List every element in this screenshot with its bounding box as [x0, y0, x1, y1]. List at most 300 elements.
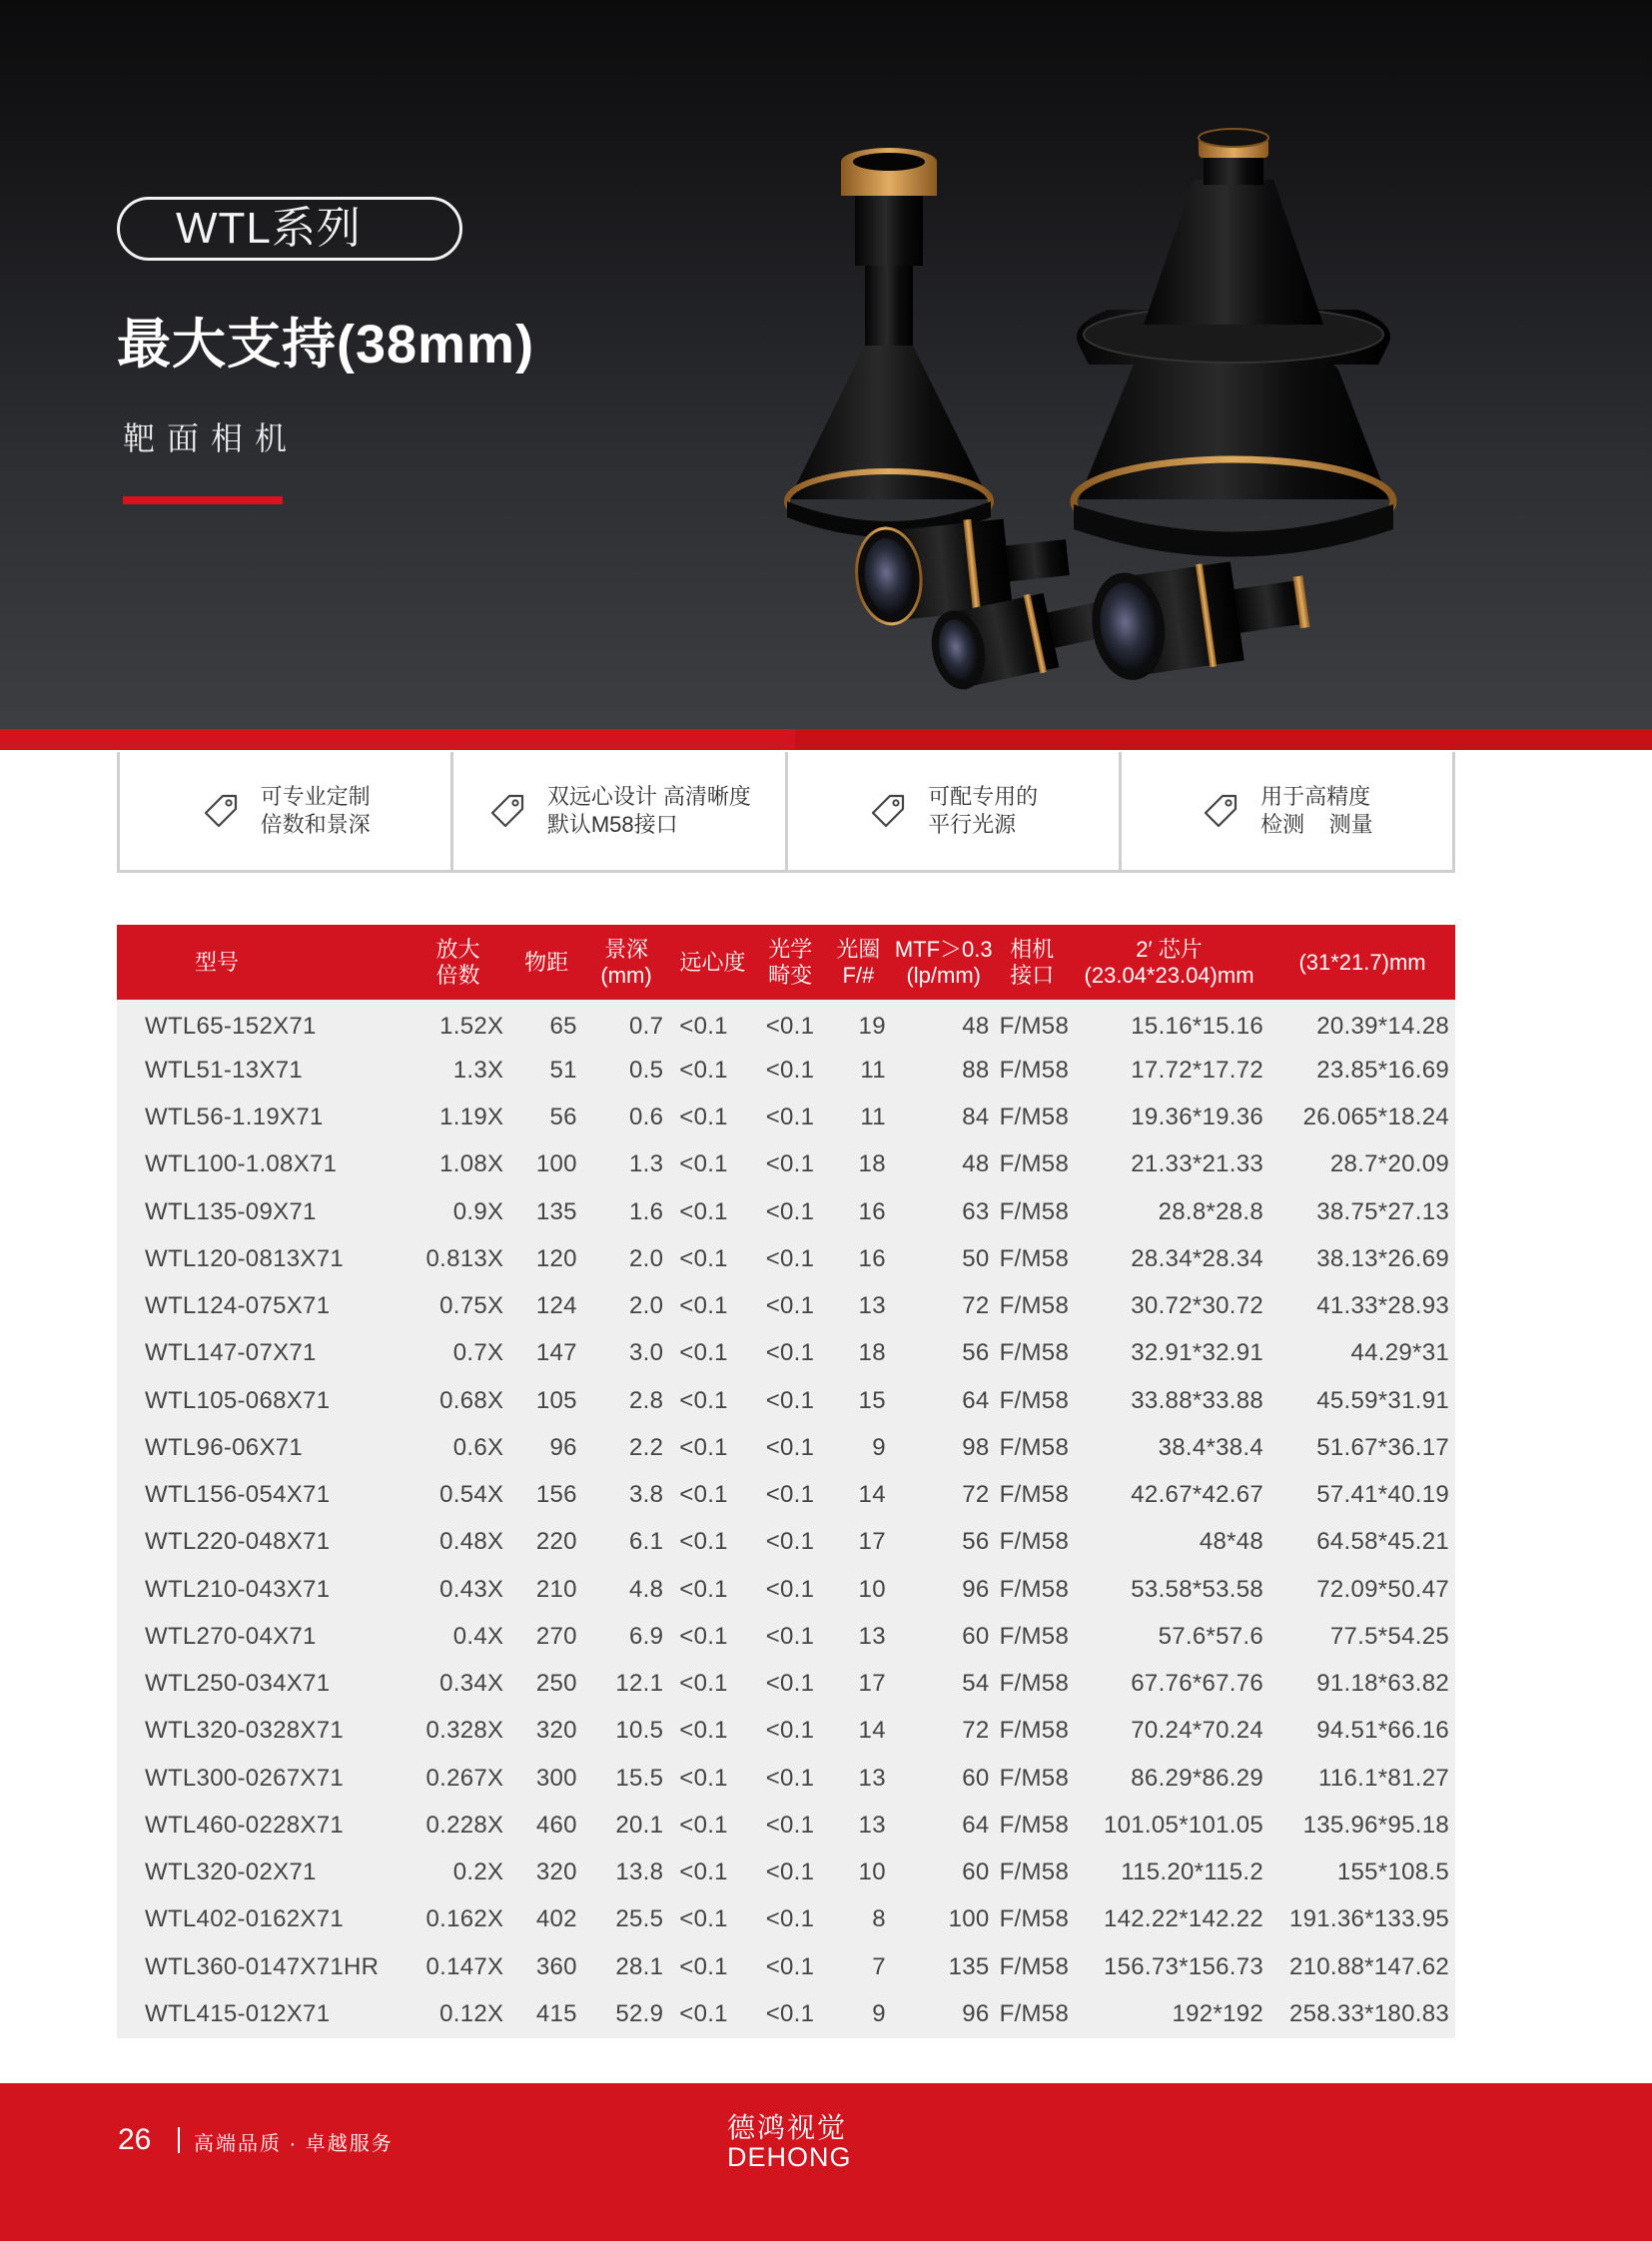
table-cell: 53.58*53.58 [1131, 1575, 1264, 1603]
table-cell: <0.1 [679, 1386, 728, 1414]
table-cell: 72 [962, 1481, 990, 1509]
hero-subtitle: 靶面相机 [123, 420, 300, 456]
table-cell: 0.147X [425, 1952, 504, 1980]
table-cell: <0.1 [679, 1717, 728, 1745]
table-cell: WTL270-04X71 [145, 1622, 317, 1650]
table-cell: WTL100-1.08X71 [145, 1150, 338, 1178]
table-cell: 155*108.5 [1336, 1859, 1449, 1886]
table-cell: 28.34*28.34 [1131, 1244, 1264, 1272]
table-cell: 26.065*18.24 [1302, 1104, 1449, 1131]
table-cell: 250 [535, 1670, 577, 1698]
column-header-line: 景深 [604, 936, 649, 962]
table-cell: 147 [535, 1339, 577, 1367]
table-cell: F/M58 [999, 1622, 1070, 1650]
table-row [117, 1566, 1455, 1613]
feature-item [453, 752, 787, 870]
table-cell: 9 [872, 1999, 886, 2027]
table-cell: 72 [962, 1717, 990, 1745]
table-cell: 1.3 [628, 1150, 664, 1178]
table-cell: 10 [858, 1859, 886, 1886]
brand-logo [727, 2113, 852, 2171]
column-header-line: 物距 [524, 949, 569, 975]
table-cell: <0.1 [765, 1717, 815, 1745]
table-row [117, 1377, 1455, 1424]
table-cell: 1.19X [439, 1104, 504, 1131]
table-cell: 460 [535, 1811, 577, 1839]
column-header [996, 925, 1069, 1000]
table-cell: <0.1 [679, 1433, 728, 1461]
table-cell: 0.48X [439, 1528, 504, 1556]
table-cell: <0.1 [765, 1575, 815, 1603]
feature-line: 可配专用的 [928, 784, 1039, 809]
column-header-line: (mm) [600, 962, 652, 988]
table-cell: <0.1 [765, 1481, 815, 1509]
table-cell: <0.1 [679, 1575, 728, 1603]
table-cell: <0.1 [765, 1952, 815, 1980]
table-cell: <0.1 [765, 1104, 815, 1131]
column-header-line: (23.04*23.04)mm [1084, 962, 1254, 988]
table-cell: 86.29*86.29 [1131, 1764, 1264, 1792]
table-cell: 38.4*38.4 [1158, 1433, 1264, 1461]
table-cell: WTL220-048X71 [145, 1528, 331, 1556]
table-cell: 9 [872, 1433, 886, 1461]
table-cell: 96 [962, 1999, 990, 2027]
feature-line: 默认M58接口 [546, 812, 678, 837]
table-cell: 48 [962, 1012, 990, 1040]
table-row [117, 1943, 1455, 1990]
tag-icon [487, 791, 527, 831]
column-header-line: MTF＞0.3 [894, 936, 993, 962]
table-cell: 13 [858, 1622, 886, 1650]
table-cell: WTL320-0328X71 [145, 1717, 344, 1745]
table-cell: WTL156-054X71 [145, 1481, 331, 1509]
large-lens [1074, 129, 1393, 557]
table-cell: 12.1 [615, 1670, 664, 1698]
table-cell: <0.1 [679, 1481, 728, 1509]
table-cell: 25.5 [615, 1905, 664, 1933]
column-header [756, 925, 825, 1000]
table-cell: F/M58 [999, 1999, 1070, 2027]
table-row [117, 1283, 1455, 1330]
table-cell: <0.1 [679, 1056, 728, 1084]
tag-icon [201, 791, 241, 831]
table-cell: F/M58 [999, 1104, 1070, 1131]
table-cell: WTL402-0162X71 [145, 1905, 344, 1933]
table-cell: 6.1 [628, 1528, 664, 1556]
feature-item [788, 752, 1122, 870]
table-row [117, 1802, 1455, 1849]
table-cell: F/M58 [999, 1012, 1070, 1040]
table-cell: WTL460-0228X71 [145, 1811, 344, 1839]
table-cell: 1.08X [439, 1150, 504, 1178]
table-cell: 8 [872, 1905, 886, 1933]
table-cell: F/M58 [999, 1244, 1070, 1272]
table-cell: F/M58 [999, 1292, 1070, 1320]
table-cell: 0.813X [425, 1244, 504, 1272]
table-cell: <0.1 [765, 1999, 815, 2027]
table-cell: 0.328X [425, 1717, 504, 1745]
table-row [117, 1047, 1455, 1094]
table-cell: F/M58 [999, 1150, 1070, 1178]
table-cell: 16 [858, 1244, 886, 1272]
table-cell: 60 [962, 1764, 990, 1792]
table-cell: 13.8 [615, 1859, 664, 1886]
table-cell: 2.0 [628, 1292, 664, 1320]
table-cell: <0.1 [765, 1433, 815, 1461]
feature-strip [117, 752, 1455, 873]
feature-item [1122, 752, 1455, 870]
table-cell: 64 [962, 1386, 990, 1414]
table-cell: 56 [962, 1528, 990, 1556]
table-cell: 56 [549, 1104, 577, 1131]
table-cell: F/M58 [999, 1905, 1070, 1933]
table-cell: 0.12X [439, 1999, 504, 2027]
table-cell: 320 [535, 1859, 577, 1886]
table-cell: 4.8 [628, 1575, 664, 1603]
table-cell: 65 [549, 1012, 577, 1040]
table-cell: 156 [535, 1481, 577, 1509]
table-cell: 19 [858, 1012, 886, 1040]
table-cell: 56 [962, 1339, 990, 1367]
table-cell: 115.20*115.2 [1121, 1859, 1264, 1886]
table-cell: 64 [962, 1811, 990, 1839]
table-cell: 60 [962, 1859, 990, 1886]
table-cell: WTL300-0267X71 [145, 1764, 344, 1792]
footer-slogan: 高端品质 · 卓越服务 [194, 2133, 394, 2155]
table-cell: F/M58 [999, 1717, 1070, 1745]
column-header-line: (lp/mm) [906, 962, 981, 988]
table-row [117, 1141, 1455, 1188]
table-cell: 20.39*14.28 [1316, 1012, 1449, 1040]
table-cell: 300 [535, 1764, 577, 1792]
table-cell: <0.1 [765, 1528, 815, 1556]
table-cell: WTL65-152X71 [145, 1012, 317, 1040]
table-cell: 72.09*50.47 [1316, 1575, 1449, 1603]
table-cell: 258.33*180.83 [1288, 1999, 1449, 2027]
red-divider [0, 729, 795, 750]
table-cell: 41.33*28.93 [1316, 1292, 1449, 1320]
table-cell: 33.88*33.88 [1131, 1386, 1264, 1414]
table-cell: 0.68X [439, 1386, 504, 1414]
brand-name-cn: 德鸿视觉 [727, 2112, 848, 2143]
column-header [1069, 925, 1269, 1000]
table-cell: <0.1 [765, 1859, 815, 1886]
table-cell: 63 [962, 1197, 990, 1225]
table-cell: 18 [858, 1150, 886, 1178]
table-cell: 17 [858, 1528, 886, 1556]
column-header-line: 倍数 [435, 962, 480, 988]
table-cell: 51 [549, 1056, 577, 1084]
table-cell: 16 [858, 1197, 886, 1225]
column-header-line: 远心度 [679, 949, 746, 975]
table-cell: 48 [962, 1150, 990, 1178]
hero-banner [0, 0, 1652, 729]
table-cell: 6.9 [628, 1622, 664, 1650]
column-header [892, 925, 996, 1000]
table-cell: 70.24*70.24 [1131, 1717, 1264, 1745]
table-cell: 13 [858, 1292, 886, 1320]
table-cell: <0.1 [765, 1339, 815, 1367]
table-cell: 7 [872, 1952, 886, 1980]
column-header-line: F/# [842, 962, 875, 988]
feature-item [120, 752, 453, 870]
table-cell: 0.6X [452, 1433, 504, 1461]
table-cell: <0.1 [765, 1292, 815, 1320]
table-cell: 96 [962, 1575, 990, 1603]
table-cell: WTL120-0813X71 [145, 1244, 344, 1272]
table-row [117, 1424, 1455, 1471]
column-header-line: (31*21.7)mm [1298, 949, 1426, 975]
table-cell: 116.1*81.27 [1318, 1764, 1449, 1792]
table-cell: 64.58*45.21 [1316, 1528, 1449, 1556]
feature-line: 用于高精度 [1260, 784, 1371, 809]
column-header [825, 925, 892, 1000]
table-cell: F/M58 [999, 1056, 1070, 1084]
table-cell: 3.8 [628, 1481, 664, 1509]
table-cell: <0.1 [679, 1764, 728, 1792]
table-cell: 0.75X [439, 1292, 504, 1320]
table-cell: 18 [858, 1339, 886, 1367]
table-cell: 14 [858, 1717, 886, 1745]
table-cell: F/M58 [999, 1859, 1070, 1886]
feature-line: 双远心设计 高清晰度 [546, 784, 751, 809]
table-cell: 60 [962, 1622, 990, 1650]
table-cell: F/M58 [999, 1339, 1070, 1367]
table-cell: 124 [535, 1292, 577, 1320]
table-cell: 135 [535, 1197, 577, 1225]
table-cell: 54 [962, 1670, 990, 1698]
table-cell: F/M58 [999, 1433, 1070, 1461]
table-cell: <0.1 [679, 1292, 728, 1320]
page-number: 26 [118, 2123, 152, 2156]
table-cell: <0.1 [679, 1528, 728, 1556]
table-cell: 67.76*67.76 [1131, 1670, 1264, 1698]
table-row [117, 1330, 1455, 1377]
table-cell: <0.1 [765, 1905, 815, 1933]
table-cell: <0.1 [679, 1905, 728, 1933]
table-cell: 135.96*95.18 [1302, 1811, 1449, 1839]
footer-divider [178, 2127, 180, 2153]
table-row [117, 1472, 1455, 1519]
feature-line: 平行光源 [928, 812, 1017, 837]
column-header [407, 925, 510, 1000]
table-cell: WTL210-043X71 [145, 1575, 331, 1603]
table-cell: 77.5*54.25 [1329, 1622, 1449, 1650]
table-cell: 142.22*142.22 [1103, 1905, 1264, 1933]
table-row [117, 1095, 1455, 1141]
table-cell: F/M58 [999, 1952, 1070, 1980]
table-cell: 0.9X [452, 1197, 504, 1225]
table-cell: 11 [860, 1056, 886, 1084]
table-cell: 28.7*20.09 [1329, 1150, 1449, 1178]
tag-icon [1201, 791, 1240, 831]
table-cell: 20.1 [615, 1811, 664, 1839]
table-cell: <0.1 [679, 1197, 728, 1225]
red-divider-right [795, 729, 1652, 750]
table-cell: 52.9 [615, 1999, 664, 2027]
table-cell: 57.6*57.6 [1158, 1622, 1264, 1650]
column-header-line: 光圈 [836, 936, 881, 962]
table-cell: F/M58 [999, 1811, 1070, 1839]
table-cell: 0.7 [628, 1012, 664, 1040]
table-cell: 1.52X [439, 1012, 504, 1040]
column-header [583, 925, 669, 1000]
table-row [117, 1519, 1455, 1566]
column-header [117, 925, 407, 1000]
column-header [1269, 925, 1455, 1000]
table-cell: 320 [535, 1717, 577, 1745]
table-row [117, 1613, 1455, 1660]
table-cell: 2.8 [628, 1386, 664, 1414]
table-cell: 2.2 [628, 1433, 664, 1461]
table-row [117, 1661, 1455, 1708]
table-cell: 0.2X [452, 1859, 504, 1886]
table-cell: 13 [858, 1764, 886, 1792]
table-cell: <0.1 [679, 1859, 728, 1886]
table-cell: WTL105-068X71 [145, 1386, 331, 1414]
table-cell: F/M58 [999, 1481, 1070, 1509]
column-header-line: 相机 [1010, 936, 1055, 962]
column-header-line: 光学 [768, 936, 813, 962]
table-cell: 120 [535, 1244, 577, 1272]
table-row [117, 1990, 1455, 2037]
tall-lens [787, 148, 991, 537]
table-row [117, 1000, 1455, 1047]
table-cell: <0.1 [679, 1339, 728, 1367]
table-cell: F/M58 [999, 1386, 1070, 1414]
column-header-line: 2′ 芯片 [1136, 936, 1203, 962]
table-cell: 38.13*26.69 [1316, 1244, 1449, 1272]
table-cell: 23.85*16.69 [1316, 1056, 1449, 1084]
table-cell: 0.4X [452, 1622, 504, 1650]
series-label: WTL系列 [117, 197, 462, 261]
table-cell: 135 [948, 1952, 990, 1980]
table-cell: 0.5 [628, 1056, 664, 1084]
table-cell: 51.67*36.17 [1316, 1433, 1449, 1461]
footer-bar [0, 2083, 1652, 2241]
table-cell: 270 [535, 1622, 577, 1650]
table-cell: 0.54X [439, 1481, 504, 1509]
table-cell: 210.88*147.62 [1288, 1952, 1449, 1980]
table-cell: <0.1 [679, 1012, 728, 1040]
table-cell: 44.29*31 [1350, 1339, 1449, 1367]
table-cell: F/M58 [999, 1670, 1070, 1698]
table-cell: 360 [535, 1952, 577, 1980]
table-row [117, 1708, 1455, 1755]
table-row [117, 1188, 1455, 1235]
tag-icon [868, 791, 908, 831]
table-cell: 10 [858, 1575, 886, 1603]
brand-name-en: DEHONG [727, 2142, 852, 2172]
table-cell: 57.41*40.19 [1316, 1481, 1449, 1509]
table-cell: 15 [858, 1386, 886, 1414]
table-cell: 17.72*17.72 [1131, 1056, 1264, 1084]
hero-headline: 最大支持(38mm) [117, 315, 535, 374]
table-cell: 100 [948, 1905, 990, 1933]
table-row [117, 1755, 1455, 1802]
table-cell: <0.1 [765, 1811, 815, 1839]
table-cell: WTL56-1.19X71 [145, 1104, 324, 1131]
table-cell: F/M58 [999, 1575, 1070, 1603]
spec-table [117, 925, 1455, 2038]
table-cell: 2.0 [628, 1244, 664, 1272]
feature-line: 检测 测量 [1260, 812, 1373, 837]
table-cell: 1.3X [452, 1056, 504, 1084]
column-header-line: 畸变 [768, 962, 813, 988]
table-cell: 45.59*31.91 [1316, 1386, 1449, 1414]
table-cell: 105 [535, 1386, 577, 1414]
table-header-row [117, 925, 1455, 1000]
table-cell: 21.33*21.33 [1131, 1150, 1264, 1178]
table-cell: <0.1 [765, 1244, 815, 1272]
table-cell: <0.1 [679, 1244, 728, 1272]
table-cell: 100 [535, 1150, 577, 1178]
table-cell: <0.1 [679, 1952, 728, 1980]
table-cell: 402 [535, 1905, 577, 1933]
accent-bar [123, 496, 283, 504]
table-cell: 15.16*15.16 [1131, 1012, 1264, 1040]
table-cell: 0.7X [452, 1339, 504, 1367]
table-cell: WTL320-02X71 [145, 1859, 317, 1886]
table-cell: WTL135-09X71 [145, 1197, 317, 1225]
table-cell: <0.1 [679, 1104, 728, 1131]
table-cell: WTL360-0147X71HR [145, 1952, 380, 1980]
table-cell: 0.228X [425, 1811, 504, 1839]
table-cell: 13 [858, 1811, 886, 1839]
table-cell: <0.1 [765, 1197, 815, 1225]
table-cell: <0.1 [765, 1764, 815, 1792]
table-cell: WTL124-075X71 [145, 1292, 331, 1320]
table-cell: 0.162X [425, 1905, 504, 1933]
table-cell: 19.36*19.36 [1131, 1104, 1264, 1131]
table-cell: 84 [962, 1104, 990, 1131]
table-cell: <0.1 [679, 1999, 728, 2027]
table-cell: 28.1 [615, 1952, 664, 1980]
small-lens-3 [1086, 548, 1314, 685]
table-row [117, 1850, 1455, 1896]
table-cell: 101.05*101.05 [1103, 1811, 1264, 1839]
table-cell: WTL96-06X71 [145, 1433, 304, 1461]
table-cell: 28.8*28.8 [1158, 1197, 1264, 1225]
table-cell: WTL250-034X71 [145, 1670, 331, 1698]
column-header-line: 型号 [195, 949, 240, 975]
table-cell: 50 [962, 1244, 990, 1272]
column-header [669, 925, 755, 1000]
table-cell: 415 [535, 1999, 577, 2027]
table-cell: <0.1 [679, 1670, 728, 1698]
table-cell: WTL51-13X71 [145, 1056, 304, 1084]
table-cell: 192*192 [1172, 1999, 1264, 2027]
table-cell: 1.6 [628, 1197, 664, 1225]
table-cell: 15.5 [615, 1764, 664, 1792]
table-cell: <0.1 [765, 1056, 815, 1084]
table-body [117, 1000, 1455, 2038]
table-cell: 94.51*66.16 [1316, 1717, 1449, 1745]
table-cell: 156.73*156.73 [1103, 1952, 1264, 1980]
table-cell: 88 [962, 1056, 990, 1084]
table-cell: 0.6 [628, 1104, 664, 1131]
table-cell: <0.1 [765, 1622, 815, 1650]
table-cell: <0.1 [679, 1150, 728, 1178]
column-header-line: 接口 [1010, 962, 1055, 988]
table-cell: 220 [535, 1528, 577, 1556]
table-cell: 91.18*63.82 [1316, 1670, 1449, 1698]
table-cell: 32.91*32.91 [1131, 1339, 1264, 1367]
table-cell: 191.36*133.95 [1288, 1905, 1449, 1933]
table-cell: WTL415-012X71 [145, 1999, 331, 2027]
table-cell: 17 [858, 1670, 886, 1698]
table-cell: F/M58 [999, 1197, 1070, 1225]
